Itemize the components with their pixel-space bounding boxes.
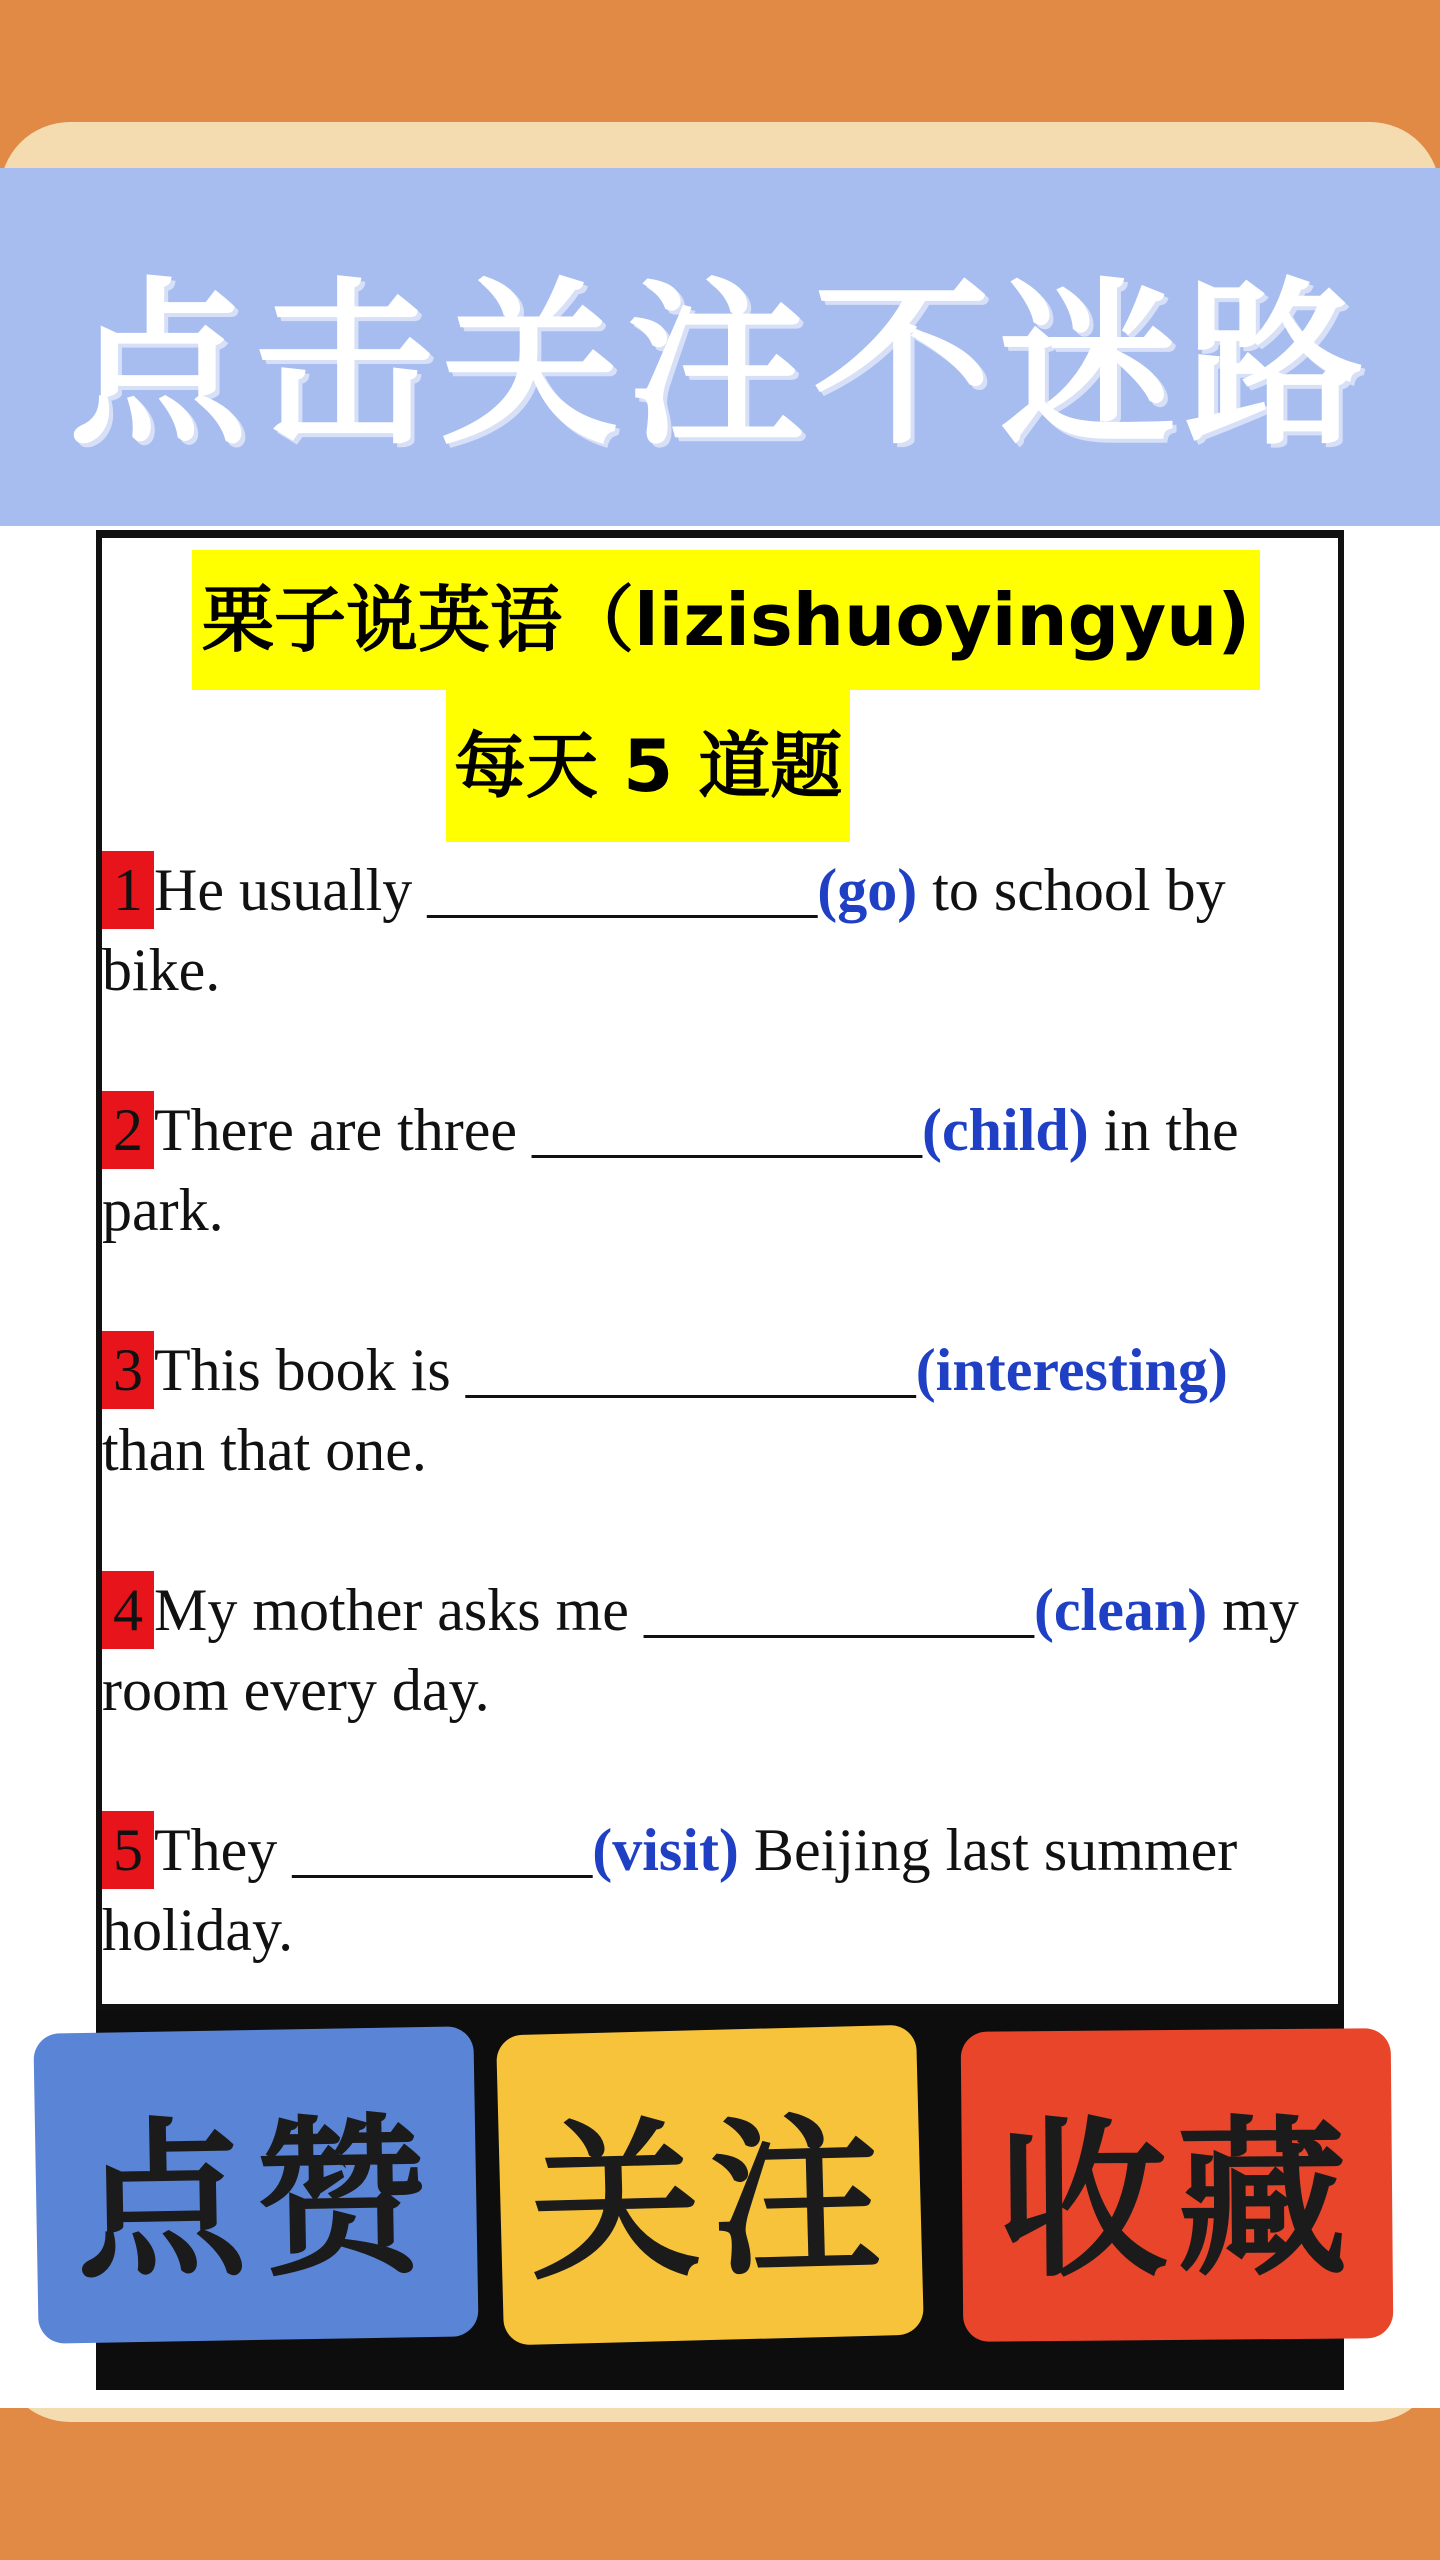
- answer-blank[interactable]: _______________: [465, 1337, 916, 1403]
- favorite-button[interactable]: 收藏: [961, 2028, 1394, 2342]
- question-text: My mother asks me: [154, 1577, 644, 1643]
- question-4: [102, 1570, 1338, 1730]
- question-1: [102, 850, 1338, 1010]
- question-text-end: in the park.: [102, 1097, 1239, 1243]
- question-text: This book is: [154, 1337, 466, 1403]
- worksheet-subtitle: 每天 5 道题: [446, 690, 850, 842]
- question-number: 2: [102, 1091, 154, 1169]
- question-text: There are three: [154, 1097, 533, 1163]
- answer-blank[interactable]: _____________: [532, 1097, 923, 1163]
- question-3: [102, 1330, 1338, 1490]
- answer-blank[interactable]: _____________: [427, 857, 818, 923]
- question-text-end: my room every day.: [102, 1577, 1299, 1723]
- worksheet: [96, 530, 1344, 2010]
- question-number: 3: [102, 1331, 154, 1409]
- question-number: 1: [102, 851, 154, 929]
- word-hint: (interesting): [915, 1337, 1228, 1403]
- question-text: He usually: [154, 857, 428, 923]
- question-text-end: than that one.: [102, 1417, 427, 1483]
- word-hint: (go): [817, 857, 918, 923]
- word-hint: (clean): [1033, 1577, 1208, 1643]
- question-5: [102, 1810, 1338, 1970]
- question-number: 4: [102, 1571, 154, 1649]
- follow-banner-text: 点击关注不迷路: [69, 262, 1371, 469]
- question-text-end: to school by bike.: [102, 857, 1226, 1003]
- word-hint: (visit): [592, 1817, 739, 1883]
- question-text-end: Beijing last summer holiday.: [102, 1817, 1238, 1963]
- answer-blank[interactable]: _____________: [643, 1577, 1034, 1643]
- question-number: 5: [102, 1811, 154, 1889]
- question-text: They: [154, 1817, 293, 1883]
- word-hint: (child): [922, 1097, 1089, 1163]
- follow-button[interactable]: 关注: [496, 2025, 924, 2346]
- worksheet-title: 栗子说英语（lizishuoyingyu): [192, 550, 1260, 690]
- like-button[interactable]: 点赞: [33, 2026, 478, 2344]
- answer-blank[interactable]: __________: [292, 1817, 593, 1883]
- question-2: [102, 1090, 1338, 1250]
